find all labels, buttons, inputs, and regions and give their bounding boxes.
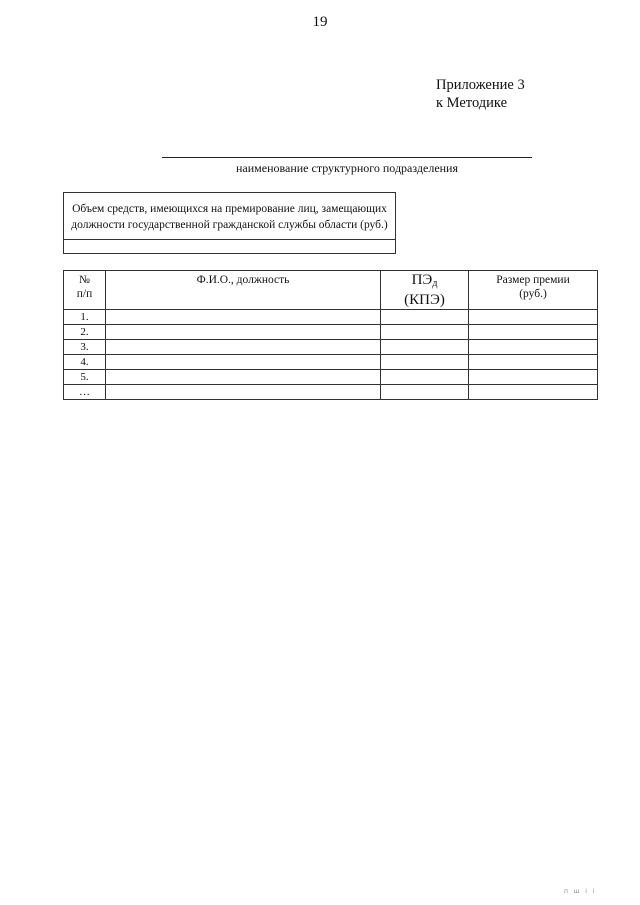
column-header-bonus [469, 271, 598, 310]
row-number: 1. [64, 310, 106, 325]
funds-value-cell [64, 240, 396, 254]
unit-name-caption: наименование структурного подразделения [235, 161, 459, 175]
row-number: 5. [64, 370, 106, 385]
column-header-bonus-line1: Размер премии [496, 274, 570, 286]
staff-header-row [64, 271, 598, 310]
appendix-heading [436, 76, 525, 112]
column-header-pe [381, 271, 469, 310]
bonus-cell [469, 340, 598, 355]
column-header-number-line1: № [79, 274, 90, 286]
table-row [64, 325, 598, 340]
pe-cell [381, 325, 469, 340]
name-cell [106, 355, 381, 370]
row-number: … [64, 385, 106, 400]
pe-cell [381, 385, 469, 400]
funds-value-row [64, 240, 396, 254]
column-header-pe-line2: (КПЭ) [404, 292, 445, 308]
bonus-cell [469, 310, 598, 325]
funds-table [63, 192, 396, 254]
funds-header-cell: Объем средств, имеющихся на премирование лиц, замещающих должности государственной гражданской службы области (руб.) [64, 193, 396, 240]
unit-name-line [162, 157, 532, 158]
appendix-title: Приложение 3 [436, 77, 525, 93]
column-header-number [64, 271, 106, 310]
row-number: 3. [64, 340, 106, 355]
funds-header-row [64, 193, 396, 240]
appendix-subtitle: к Методике [436, 95, 508, 111]
pe-cell [381, 310, 469, 325]
name-cell [106, 340, 381, 355]
pe-subscript: д [432, 278, 438, 289]
table-row [64, 310, 598, 325]
name-cell [106, 310, 381, 325]
row-number: 2. [64, 325, 106, 340]
column-header-pe-line1 [381, 272, 468, 292]
bonus-cell [469, 355, 598, 370]
staff-table [63, 270, 598, 400]
column-header-bonus-line2: (руб.) [519, 288, 547, 300]
table-row [64, 370, 598, 385]
page-number: 19 [312, 14, 328, 30]
bonus-cell [469, 325, 598, 340]
name-cell [106, 370, 381, 385]
scan-footer-mark: п ш і і [564, 888, 597, 895]
pe-main: ПЭ [411, 272, 433, 288]
bonus-cell [469, 385, 598, 400]
row-number: 4. [64, 355, 106, 370]
pe-cell [381, 370, 469, 385]
column-header-number-line2: п/п [76, 288, 93, 300]
table-row [64, 355, 598, 370]
column-header-name: Ф.И.О., должность [106, 271, 381, 310]
table-row [64, 385, 598, 400]
name-cell [106, 385, 381, 400]
bonus-cell [469, 370, 598, 385]
pe-cell [381, 355, 469, 370]
table-row [64, 340, 598, 355]
name-cell [106, 325, 381, 340]
pe-cell [381, 340, 469, 355]
